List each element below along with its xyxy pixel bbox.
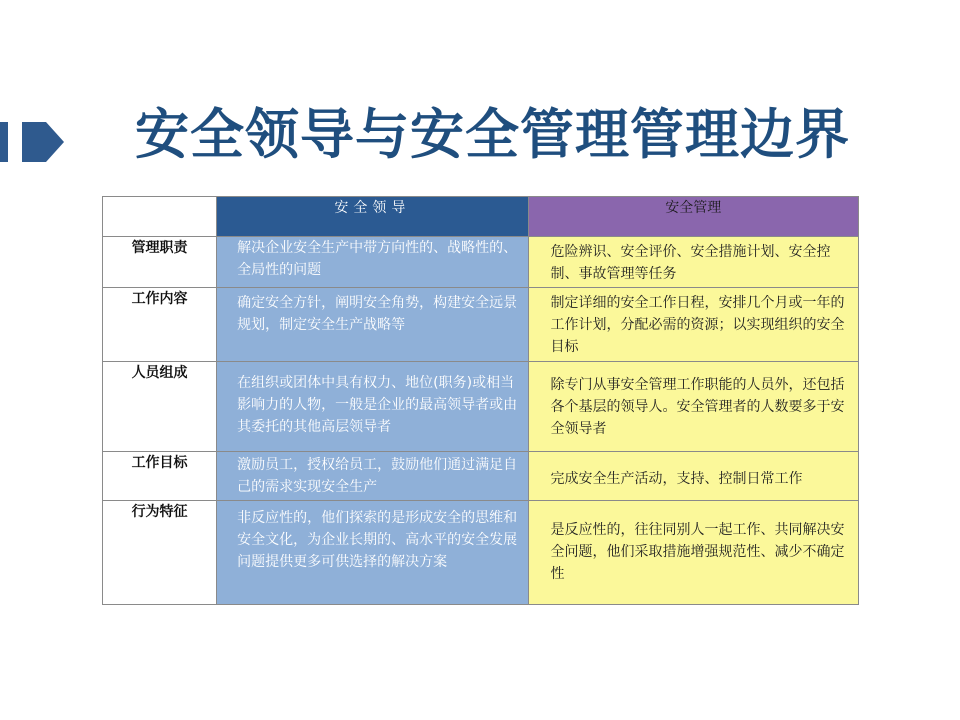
header-management: 安全管理 [528, 197, 858, 237]
management-cell [528, 452, 858, 501]
management-text: 除专门从事安全管理工作职能的人员外，还包括各个基层的领导人。安全管理者的人数要多于安全领导者 [550, 377, 845, 437]
row-label: 工作目标 [103, 452, 217, 501]
decor-chevron-icon [22, 122, 64, 162]
leadership-cell [217, 501, 528, 605]
row-label: 管理职责 [103, 237, 217, 288]
leadership-text: 非反应性的，他们探索的是形成安全的思维和安全文化，为企业长期的、高水平的安全发展问题提供更多可供选择的解决方案 [237, 510, 518, 570]
decor-bar [0, 122, 8, 162]
management-cell [528, 237, 858, 288]
management-cell [528, 288, 858, 362]
management-text: 危险辨识、安全评价、安全措施计划、安全控制、事故管理等任务 [550, 244, 831, 282]
management-text: 完成安全生产活动，支持、控制日常工作 [550, 471, 803, 487]
leadership-cell [217, 288, 528, 362]
header-leadership: 安全领导 [217, 197, 528, 237]
table-row [103, 362, 859, 452]
slide-title: 安全领导与安全管理管理边界 [135, 103, 850, 166]
header-corner [103, 197, 217, 237]
row-label: 人员组成 [103, 362, 217, 452]
leadership-text: 解决企业安全生产中带方向性的、战略性的、全局性的问题 [237, 240, 518, 278]
leadership-cell [217, 362, 528, 452]
leadership-text: 在组织或团体中具有权力、地位(职务)或相当影响力的人物，一般是企业的最高领导者或由其委托的其他高层领导者 [237, 375, 518, 435]
management-text: 是反应性的，往往同别人一起工作、共同解决安全问题，他们采取措施增强规范性、减少不确定性 [550, 522, 845, 582]
leadership-text: 确定安全方针，阐明安全角势，构建安全远景规划，制定安全生产战略等 [237, 295, 518, 333]
table-row [103, 501, 859, 605]
table-row [103, 452, 859, 501]
row-label: 工作内容 [103, 288, 217, 362]
management-text: 制定详细的安全工作日程，安排几个月或一年的工作计划，分配必需的资源；以实现组织的安全目标 [550, 295, 845, 355]
row-label: 行为特征 [103, 501, 217, 605]
comparison-table [102, 196, 859, 605]
management-cell [528, 501, 858, 605]
leadership-cell [217, 452, 528, 501]
table-row [103, 237, 859, 288]
table-header-row [103, 197, 859, 237]
management-cell [528, 362, 858, 452]
leadership-text: 激励员工，授权给员工，鼓励他们通过满足自己的需求实现安全生产 [237, 457, 518, 495]
leadership-cell [217, 237, 528, 288]
table-row [103, 288, 859, 362]
